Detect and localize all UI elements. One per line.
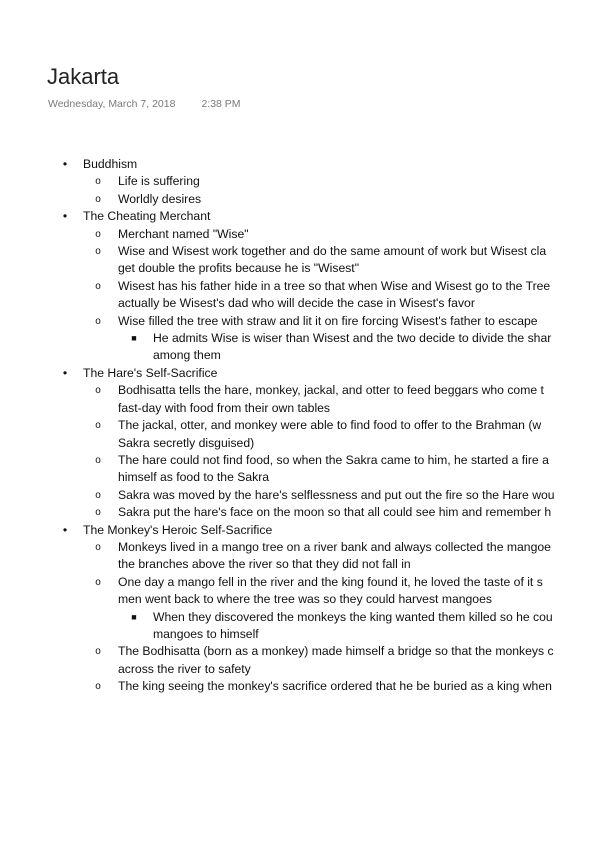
page-timestamp [48,98,241,110]
outline-subsubitem-text: When they discovered the monkeys the king wanted them killed so he cou [153,609,553,624]
outline-subsubitem [0,609,595,644]
outline-subitem [0,243,595,278]
outline-item-label: Buddhism [83,157,138,171]
bullet-icon: • [62,157,68,171]
circle-bullet-icon: o [95,280,101,292]
square-bullet-icon: ■ [131,333,137,344]
outline-subitem [0,487,595,504]
outline-subitem [0,643,595,678]
circle-bullet-icon: o [95,576,101,588]
outline-item-buddhism [0,156,595,173]
square-bullet-icon: ■ [131,611,137,622]
circle-bullet-icon: o [95,541,101,553]
outline-subitem-text: Bodhisatta tells the hare, monkey, jackal, and otter to feed beggars who come t [118,383,544,398]
circle-bullet-icon: o [95,385,101,397]
outline-subitem-text: Sakra put the hare's face on the moon so that all could see him and remember h [118,505,552,520]
bullet-icon: • [62,365,68,380]
outline-subitem [0,678,595,695]
outline-subitem [0,382,595,417]
circle-bullet-icon: o [95,315,101,327]
circle-bullet-icon: o [95,646,101,658]
outline-subitem-continuation: across the river to safety [118,661,251,676]
circle-bullet-icon: o [95,681,101,693]
outline-subitem [0,173,595,190]
outline-subitem-continuation: men went back to where the tree was so they could harvest mangoes [118,592,492,607]
circle-bullet-icon: o [95,193,101,205]
outline-subitem-text: The hare could not find food, so when the Sakra came to him, he started a fire a [118,452,549,467]
outline-subitem [0,278,595,313]
outline-subitem-text: One day a mango fell in the river and the king found it, he loved the taste of it s [118,574,543,589]
outline-subsubitem-continuation: among them [153,348,221,363]
outline-subitem-text: Wisest has his father hide in a tree so that when Wise and Wisest go to the Tree [118,278,551,293]
circle-bullet-icon: o [95,420,101,432]
outline-subitem [0,417,595,452]
outline-subitem-text: Worldly desires [118,191,202,206]
outline-subsubitem-text: He admits Wise is wiser than Wisest and the two decide to divide the shar [153,331,552,346]
outline-subitem [0,539,595,574]
outline-item-label: The Cheating Merchant [83,209,211,224]
outline-subitem-continuation: get double the profits because he is "Wisest" [118,261,360,276]
outline-list [0,156,595,696]
circle-bullet-icon: o [95,489,101,501]
outline-subitem [0,504,595,521]
outline-subitem-text: Wise filled the tree with straw and lit it on fire forcing Wisest's father to escape [118,313,538,328]
outline-subitem-text: Merchant named "Wise" [118,226,249,241]
outline-subitem [0,574,595,609]
circle-bullet-icon: o [95,246,101,258]
outline-subitem [0,226,595,243]
outline-subsubitem [0,330,595,365]
outline-item-monkeys-heroic-self-sacrifice [0,522,595,539]
outline-subitem-text: The king seeing the monkey's sacrifice ordered that he be buried as a king when [118,679,552,694]
outline-subitem [0,313,595,330]
circle-bullet-icon: o [95,454,101,466]
outline-item-label: The Hare's Self-Sacrifice [83,365,218,380]
bullet-icon: • [62,209,68,224]
page-title: Jakarta [47,64,120,89]
outline-item-label: The Monkey's Heroic Self-Sacrifice [83,522,273,537]
outline-subitem-continuation: fast-day with food from their own tables [118,400,331,415]
circle-bullet-icon: o [95,176,101,188]
bullet-icon: • [62,522,68,537]
outline-subitem [0,191,595,208]
outline-subitem-continuation: himself as food to the Sakra [118,470,270,485]
outline-subsubitem-continuation: mangoes to himself [153,626,259,641]
outline-subitem-text: The Bodhisatta (born as a monkey) made himself a bridge so that the monkeys c [118,644,554,659]
outline-subitem-text: Life is suffering [118,174,200,189]
outline-subitem-text: Sakra was moved by the hare's selflessness and put out the fire so the Hare wou [118,487,555,502]
outline-subitem [0,452,595,487]
outline-subitem-text: The jackal, otter, and monkey were able to find food to offer to the Brahman (w [118,418,542,433]
page-time: 2:38 PM [201,98,241,110]
outline-subitem-text: Wise and Wisest work together and do the same amount of work but Wisest cla [118,244,547,259]
outline [0,156,595,696]
outline-subitem-continuation: the branches above the river so that they did not fall in [118,557,411,572]
outline-subitem-text: Monkeys lived in a mango tree on a river bank and always collected the mangoe [118,539,551,554]
outline-subitem-continuation: Sakra secretly disguised) [118,435,255,450]
circle-bullet-icon: o [95,228,101,240]
outline-item-hares-self-sacrifice [0,365,595,382]
circle-bullet-icon: o [95,507,101,519]
outline-item-cheating-merchant [0,208,595,225]
page-date: Wednesday, March 7, 2018 [48,98,176,110]
outline-subitem-continuation: actually be Wisest's dad who will decide the case in Wisest's favor [118,296,475,311]
